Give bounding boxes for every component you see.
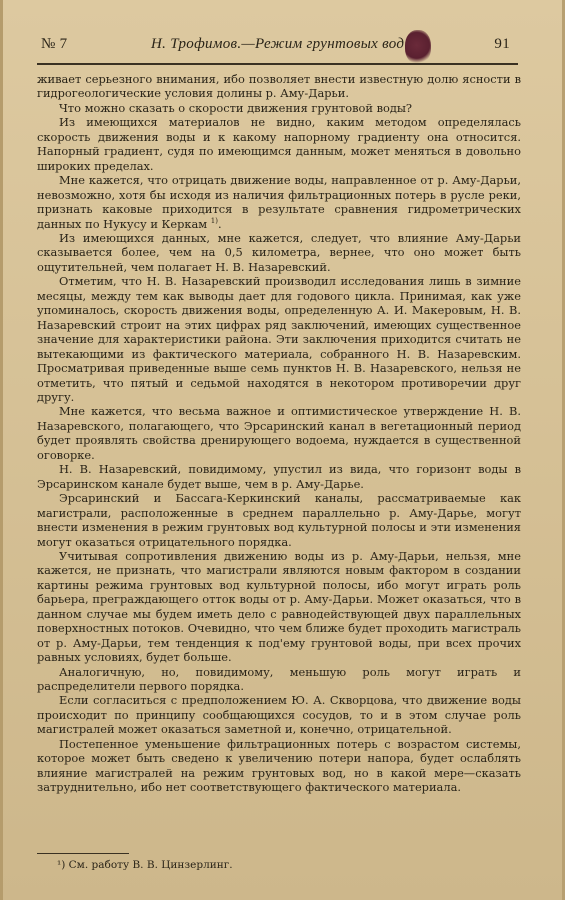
paragraph: Постепенное уменьшение фильтрационных потерь с возрастом системы, которое может быть сведено к увеличению потери напора, будет ослаблять влияние магистралей на режим грунтовых вод, но в какой мере—сказать затруднительно, ибо нет соответствующего фактического материала. bbox=[37, 736, 521, 795]
footnote-marker: 1) bbox=[210, 216, 218, 225]
body-text bbox=[37, 72, 521, 795]
paragraph: Если согласиться с предположением Ю. А. Скворцова, что движение воды происходит по принципу сообщающихся сосудов, то и в этом случае роль магистралей может оказаться заметной и, конечно, отрицательной. bbox=[37, 693, 521, 737]
paragraph: Из имеющихся данных, мне кажется, следует, что влияние Аму-Дарьи сказывается более, чем на 0,5 километра, вернее, что оно может быть ощутительней, чем полагает Н. В. Назаревский. bbox=[37, 230, 521, 274]
paragraph bbox=[37, 173, 521, 231]
paragraph: живает серьезного внимания, ибо позволяет внести известную долю ясности в гидрогеологические условия долины р. Аму-Дарьи. bbox=[37, 72, 521, 101]
paragraph: Учитывая сопротивления движению воды из р. Аму-Дарьи, нельзя, мне кажется, не признать, что магистрали являются новым фактором в создании картины режима грунтовых вод культурной полосы, ибо могут играть роль барьера, преграждающего отток воды от р. Аму-Дарьи. Может оказаться, что в данном случае мы будем иметь дело с равнодействующей двух параллельных поверхностных потоков. Очевидно, что чем ближе будет проходить магистраль от р. Аму-Дарьи, тем тенденция к под'ему грунтовой воды, при всех прочих равных условиях, будет больше. bbox=[37, 548, 521, 665]
paragraph: Н. В. Назаревский, повидимому, упустил из вида, что горизонт воды в Эрсаринском канале будет выше, чем в р. Аму-Дарье. bbox=[37, 462, 521, 491]
header-rule bbox=[37, 63, 518, 65]
footnote-rule bbox=[37, 853, 129, 854]
paragraph: Отметим, что Н. В. Назаревский производил исследования лишь в зимние месяцы, между тем как выводы дает для годового цикла. Принимая, как уже упоминалось, скорость движения воды, определенную А. И. Макеровым, Н. В. Назаревский строит на этих цифрах ряд заключений, имеющих существенное значение для характеристики района. Эти заключения приходится считать не вытекающими из фактического материала, собранного Н. В. Назаревским. Просматривая приведенные выше семь пунктов Н. В. Назаревского, нельзя не отметить, что пятый и седьмой находятся в некотором противоречии друг другу. bbox=[37, 274, 521, 404]
paragraph: Аналогичную, но, повидимому, меньшую роль могут играть и распределители первого порядка. bbox=[37, 664, 521, 694]
paragraph: Эрсаринский и Бассага-Керкинский каналы, рассматриваемые как магистрали, расположенные в среднем параллельно р. Аму-Дарье, могут внести изменения в режим грунтовых вод культурной полосы и эти изменения могут оказаться отрицательного порядка. bbox=[37, 491, 521, 549]
page-number: 91 bbox=[494, 36, 510, 52]
running-title: Н. Трофимов.—Режим грунтовых вод bbox=[151, 36, 405, 52]
paragraph: Что можно сказать о скорости движения грунтовой воды? bbox=[59, 100, 413, 115]
paragraph: Из имеющихся материалов не видно, каким методом определялась скорость движения воды и к какому напорному градиенту она относится. Напорный градиент, судя по имеющимся данным, может меняться в довольно широких пределах. bbox=[37, 115, 521, 173]
paragraph: Мне кажется, что весьма важное и оптимистическое утверждение Н. В. Назаревского, полагающего, что Эрсаринский канал в вегетационный период будет проявлять свойства дренирующего водоема, нуждается в существенной оговорке. bbox=[37, 404, 521, 462]
paragraph-end: . bbox=[217, 216, 222, 231]
paragraph-text: Мне кажется, что отрицать движение воды, направленное от р. Аму-Дарьи, невозможно, хотя бы исходя из наличия фильтрационных потерь в русле реки, признать каковые приходится в результате сравнения гидрометрических данных по Нукусу и Керкам bbox=[37, 173, 521, 231]
footnote: ¹) См. работу В. В. Цинзерлинг. bbox=[57, 859, 233, 871]
issue-number: № 7 bbox=[41, 36, 68, 52]
running-header bbox=[41, 36, 510, 58]
